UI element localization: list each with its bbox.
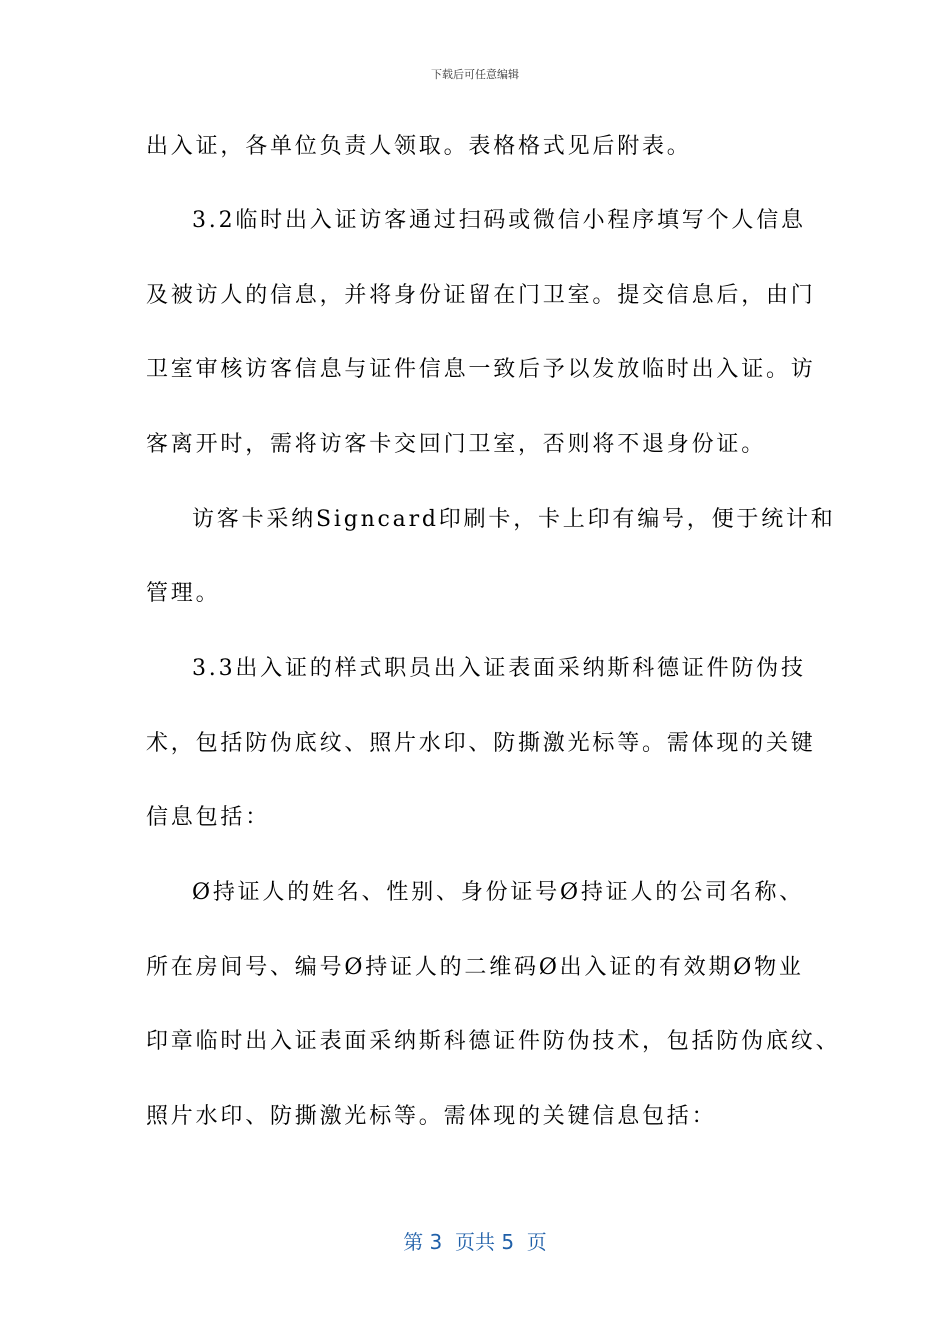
page-header: 下载后可任意编辑 — [431, 68, 519, 81]
paragraph-line: Ø持证人的姓名、性别、身份证号Ø持证人的公司名称、 — [192, 880, 805, 905]
paragraph-line: 术，包括防伪底纹、照片水印、防撕激光标等。需体现的关键 — [146, 731, 816, 756]
paragraph-line: 所在房间号、编号Ø持证人的二维码Ø出入证的有效期Ø物业 — [146, 955, 804, 980]
paragraph-line: 3.3出入证的样式职员出入证表面采纳斯科德证件防伪技 — [192, 656, 806, 681]
paragraph-line: 出入证，各单位负责人领取。表格格式见后附表。 — [146, 134, 692, 159]
paragraph-line: 及被访人的信息，并将身份证留在门卫室。提交信息后，由门 — [146, 283, 816, 308]
paragraph-line: 客离开时，需将访客卡交回门卫室，否则将不退身份证。 — [146, 432, 767, 457]
paragraph-line: 印章临时出入证表面采纳斯科德证件防伪技术，包括防伪底纹、 — [146, 1029, 841, 1054]
paragraph-line: 3.2临时出入证访客通过扫码或微信小程序填写个人信息 — [192, 208, 806, 233]
paragraph-line: 管理。 — [146, 581, 221, 606]
page-number-footer: 第 3 页共 5 页 — [403, 1230, 547, 1254]
paragraph-line: 信息包括： — [146, 805, 271, 830]
paragraph-line: 照片水印、防撕激光标等。需体现的关键信息包括： — [146, 1104, 717, 1129]
paragraph-line: 访客卡采纳Signcard印刷卡，卡上印有编号，便于统计和 — [192, 507, 836, 532]
paragraph-line: 卫室审核访客信息与证件信息一致后予以发放临时出入证。访 — [146, 357, 816, 382]
